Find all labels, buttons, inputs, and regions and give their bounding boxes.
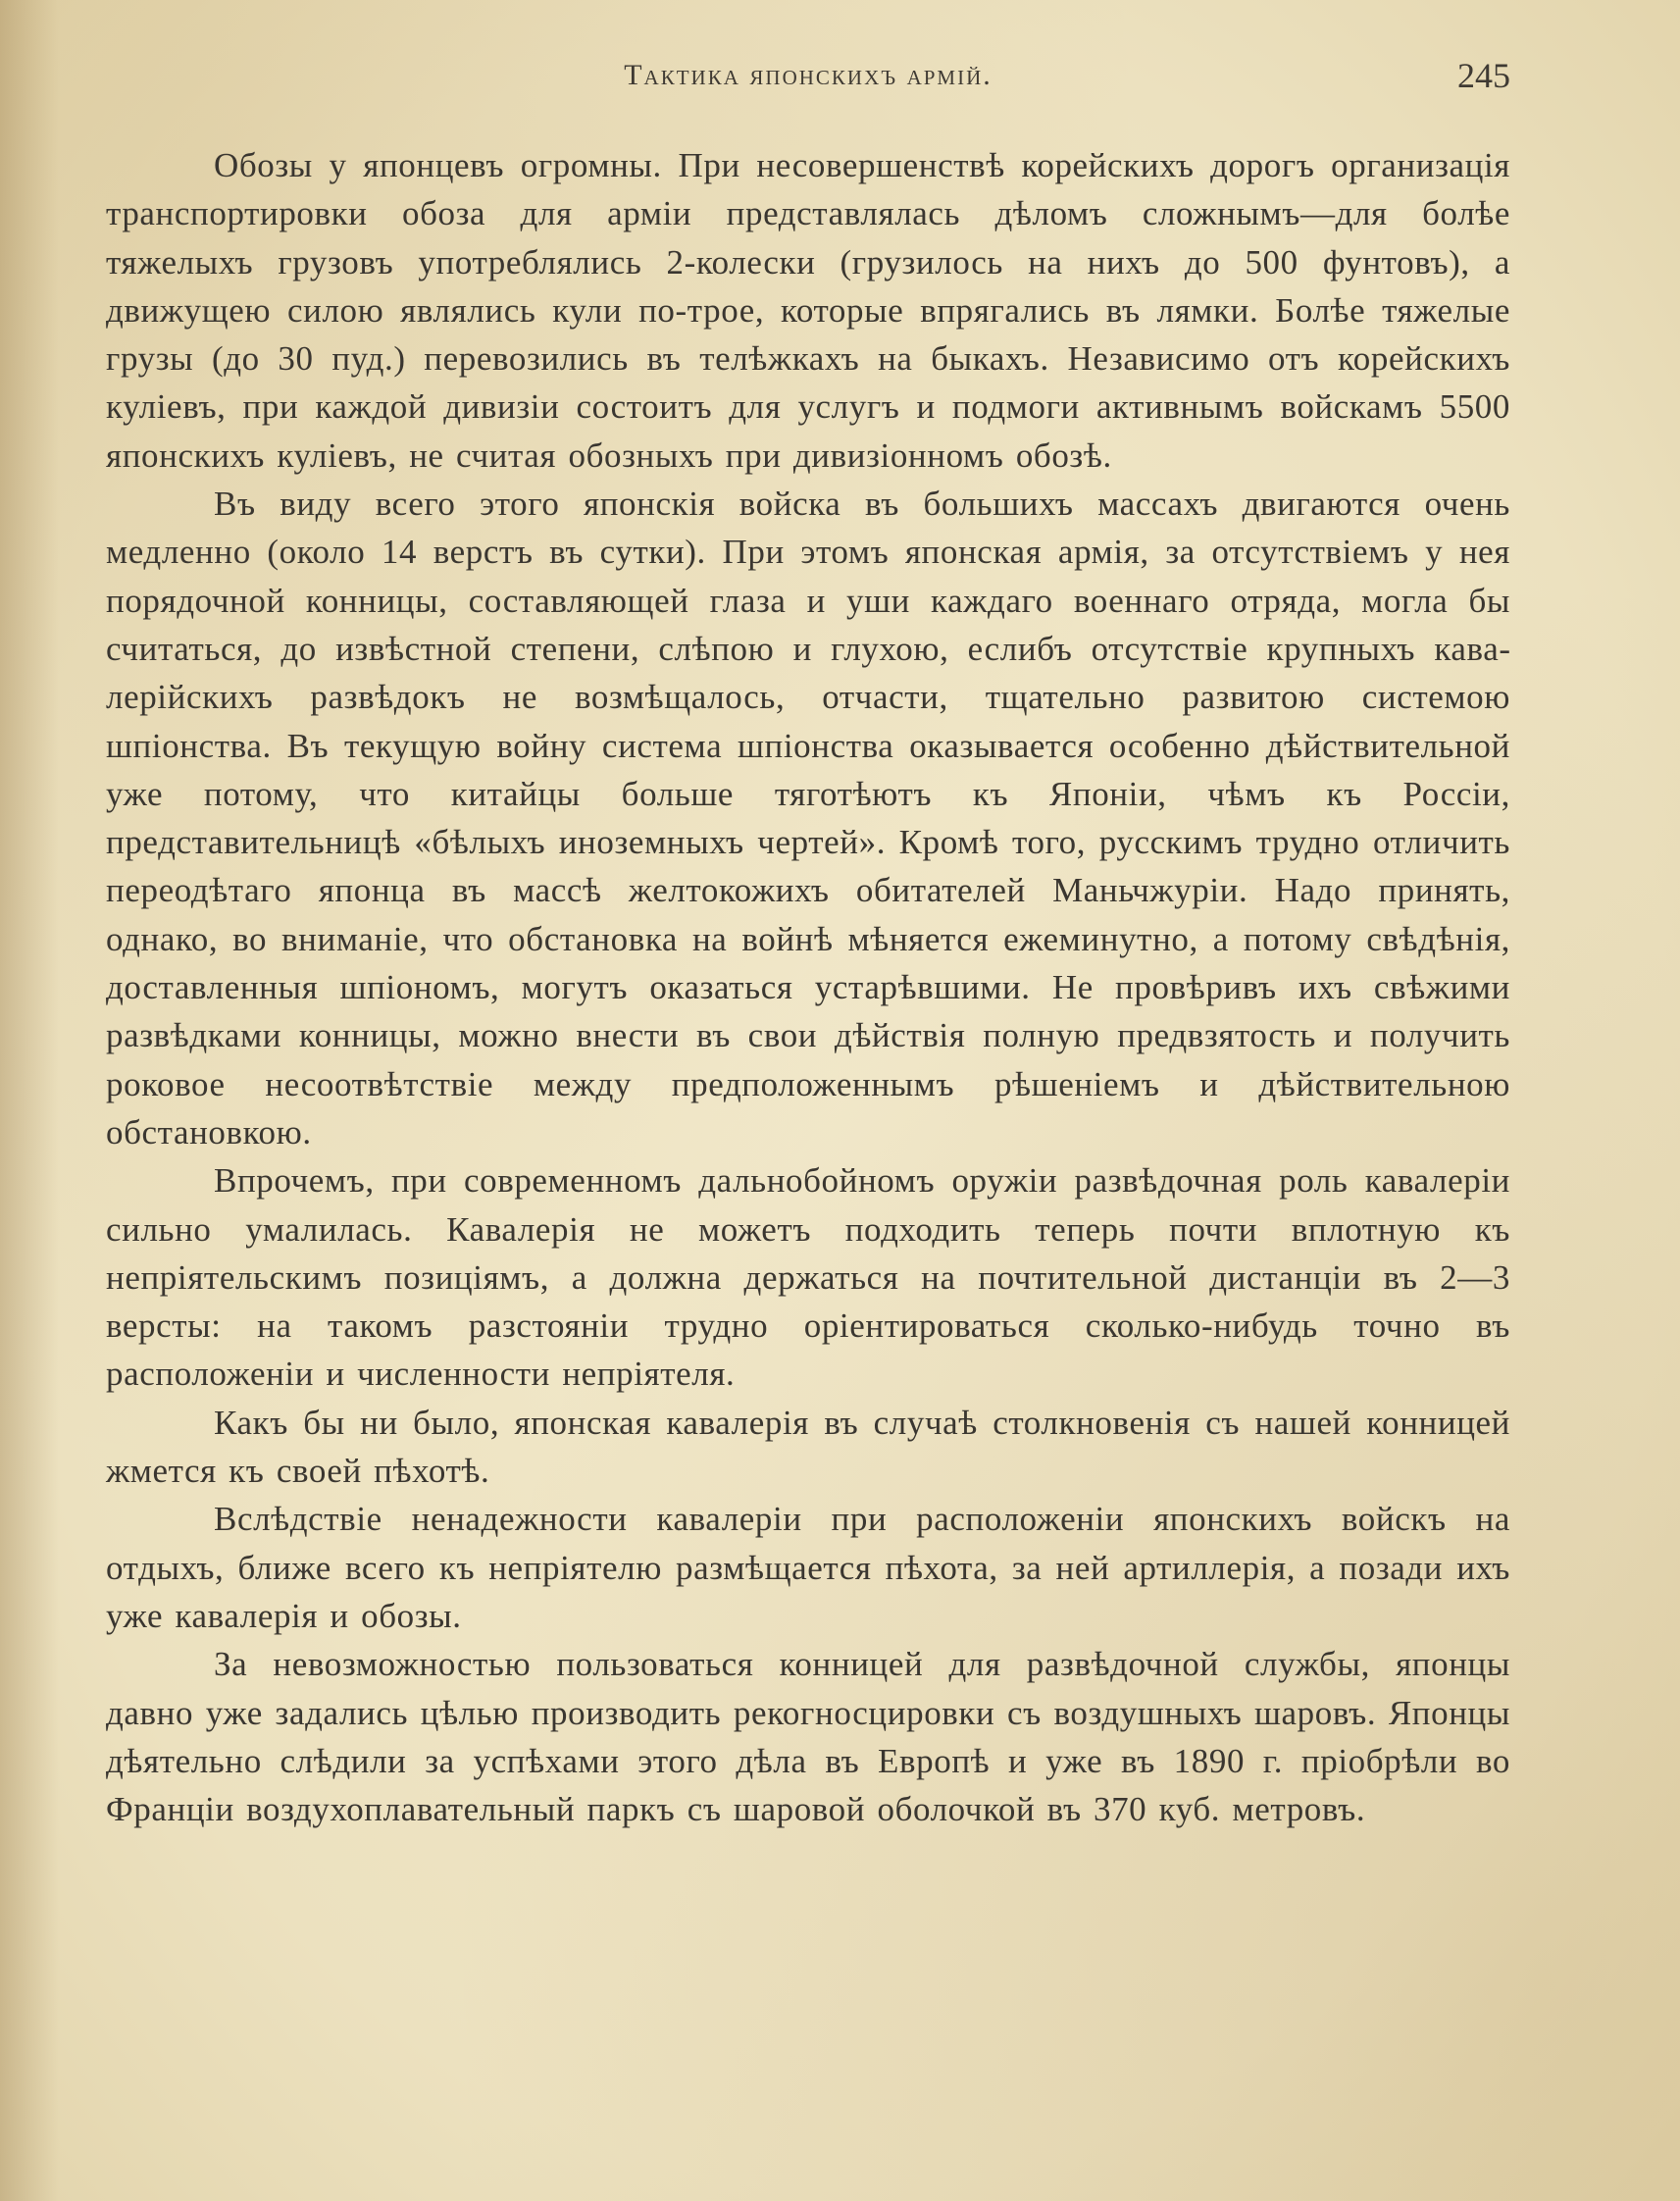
body-text	[106, 141, 1510, 1833]
paragraph-espionage: Въ виду всего этого японскія войска въ большихъ массахъ двигаются очень медленно (около 14 верстъ въ сутки). При этомъ японская армія, за отсутствіемъ у нея порядочной конницы, составляющей глаза и уши каждаго военнаго отряда, могла бы считаться, до извѣстной степени, слѣпою и глухою, еслибъ отсутствіе крупныхъ кавалерійскихъ развѣдокъ не возмѣщалось, отчасти, тщательно развитою системою шпіонства. Въ текущую войну система шпіонства оказывается особенно дѣйствительной уже потому, что китайцы больше тяготѣютъ къ Японіи, чѣмъ къ Россіи, представительницѣ «бѣлыхъ иноземныхъ чертей». Кромѣ того, русскимъ трудно отличить переодѣтаго японца въ массѣ желтокожихъ обитателей Маньчжуріи. Надо принять, однако, во вниманіе, что обстановка на войнѣ мѣняется ежеминутно, а потому свѣдѣнія, доставленныя шпіономъ, могутъ оказаться устарѣвшими. Не провѣривъ ихъ свѣжими развѣдками конницы, можно внести въ свои дѣйствія полную предвзятость и получить роковое несоотвѣтствіе между предположеннымъ рѣшеніемъ и дѣйствительною обстановкою.	[106, 485, 1510, 1152]
paragraph-balloons: За невозможностью пользоваться конницей для развѣдочной службы, японцы давно уже задались цѣлью производить рекогносцировки съ воздушныхъ шаровъ. Японцы дѣятельно слѣдили за успѣхами этого дѣла въ Европѣ и уже въ 1890 г. пріобрѣли во Франціи воздухоплавательный паркъ съ шаровой оболочкой въ 370 куб. метровъ.	[106, 1645, 1510, 1829]
page-header	[106, 51, 1510, 110]
paragraph-troop-disposition: Вслѣдствіе ненадежности кавалеріи при расположеніи японскихъ войскъ на отдыхъ, ближе всего къ непріятелю размѣщается пѣхота, за ней артиллерія, а позади ихъ уже кавалерія и обозы.	[106, 1500, 1510, 1635]
running-title: Тактика японскихъ армій.	[624, 59, 993, 91]
paragraph-cavalry-reconnaissance: Впрочемъ, при современномъ дальнобойномъ оружіи развѣдочная роль кавалеріи сильно умалилась. Кавалерія не можетъ подходить теперь почти вплотную къ непріятельскимъ позиціямъ, а должна держаться на почтительной дистанціи въ 2—3 версты: на такомъ разстояніи трудно оріентироваться сколько-нибудь точно въ расположеніи и численности непріятеля.	[106, 1161, 1510, 1394]
paragraph-convoys: Обозы у японцевъ огромны. При несовершенствѣ корейскихъ дорогъ организація транспортировки обоза для арміи представлялась дѣломъ сложнымъ—для болѣе тяжелыхъ грузовъ употреблялись 2-колески (грузилось на нихъ до 500 фунтовъ), а движущею силою являлись кули по-трое, которые впрягались въ лямки. Болѣе тяжелые грузы (до 30 пуд.) перевозились въ телѣжкахъ на быкахъ. Независимо отъ корейскихъ кулiевъ, при каждой дивизіи состоитъ для услугъ и подмоги активнымъ войскамъ 5500 японскихъ кулiевъ, не считая обозныхъ при дивизіонномъ обозѣ.	[106, 146, 1510, 475]
paragraph-cavalry-infantry: Какъ бы ни было, японская кавалерія въ случаѣ столкновенія съ нашей конницей жмется къ своей пѣхотѣ.	[106, 1403, 1510, 1491]
page-spine-shadow	[0, 0, 59, 2201]
page-number: 245	[1457, 56, 1510, 95]
